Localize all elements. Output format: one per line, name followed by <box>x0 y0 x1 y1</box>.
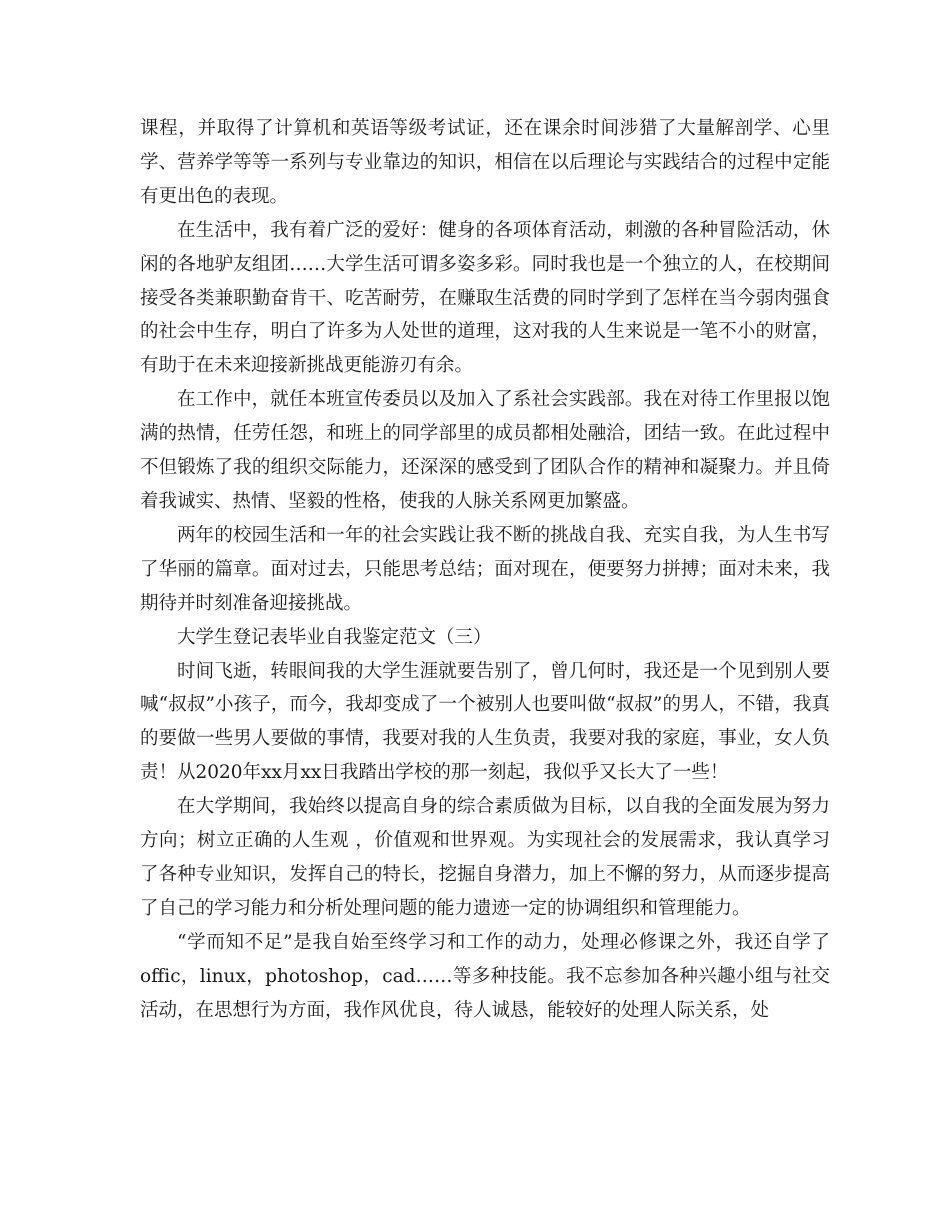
paragraph-1: 课程，并取得了计算机和英语等级考试证，还在课余时间涉猎了大量解剖学、心里学、营养学等等一系列与专业靠边的知识，相信在以后理论与实践结合的过程中定能有更出色的表现。 <box>140 118 830 207</box>
paragraph-3: 在工作中，就任本班宣传委员以及加入了系社会实践部。我在对待工作里报以饱满的热情，任劳任怨，和班上的同学部里的成员都相处融洽，团结一致。在此过程中不但锻炼了我的组织交际能力，还深深的感受到了团队合作的精神和凝聚力。并且倚着我诚实、热情、坚毅的性格，使我的人脉关系网更加繁盛。 <box>140 389 830 512</box>
paragraph-6: 在大学期间，我始终以提高自身的综合素质做为目标，以自我的全面发展为努力方向；树立正确的人生观 ，价值观和世界观。为实现社会的发展需求，我认真学习了各种专业知识，发挥自己的特长，挖掘自身潜力，加上不懈的努力，从而逐步提高了自己的学习能力和分析处理问题的能力遗迹一定的协调组织和管理能力。 <box>140 796 830 919</box>
section-heading: 大学生登记表毕业自我鉴定范文（三） <box>177 626 492 648</box>
paragraph-4: 两年的校园生活和一年的社会实践让我不断的挑战自我、充实自我，为人生书写了华丽的篇章。面对过去，只能思考总结；面对现在，便要努力拼搏；面对未来，我期待并时刻准备迎接挑战。 <box>140 524 830 614</box>
paragraph-5: 时间飞逝，转眼间我的大学生涯就要告别了，曾几何时，我还是一个见到别人要喊“叔叔”小孩子，而今，我却变成了一个被别人也要叫做“叔叔”的男人，不错，我真的要做一些男人要做的事情，我要对我的人生负责，我要对我的家庭，事业，女人负责！从2020年xx月xx日我踏出学校的那一刻起，我似乎又长大了一些！ <box>140 660 830 784</box>
paragraph-7: “学而知不足”是我自始至终学习和工作的动力，处理必修课之外，我还自学了offic，linux，photoshop，cad……等多种技能。我不忘参加各种兴趣小组与社交活动，在思想行为方面，我作风优良，待人诚恳，能较好的处理人际关系，处 <box>140 931 830 1021</box>
paragraph-2: 在生活中，我有着广泛的爱好：健身的各项体育活动，刺激的各种冒险活动，休闲的各地驴友组团……大学生活可谓多姿多彩。同时我也是一个独立的人，在校期间接受各类兼职勤奋肯干、吃苦耐劳，在赚取生活费的同时学到了怎样在当今弱肉强食的社会中生存，明白了许多为人处世的道理，这对我的人生来说是一笔不小的财富，有助于在未来迎接新挑战更能游刃有余。 <box>140 219 830 377</box>
document-body <box>140 112 830 1027</box>
